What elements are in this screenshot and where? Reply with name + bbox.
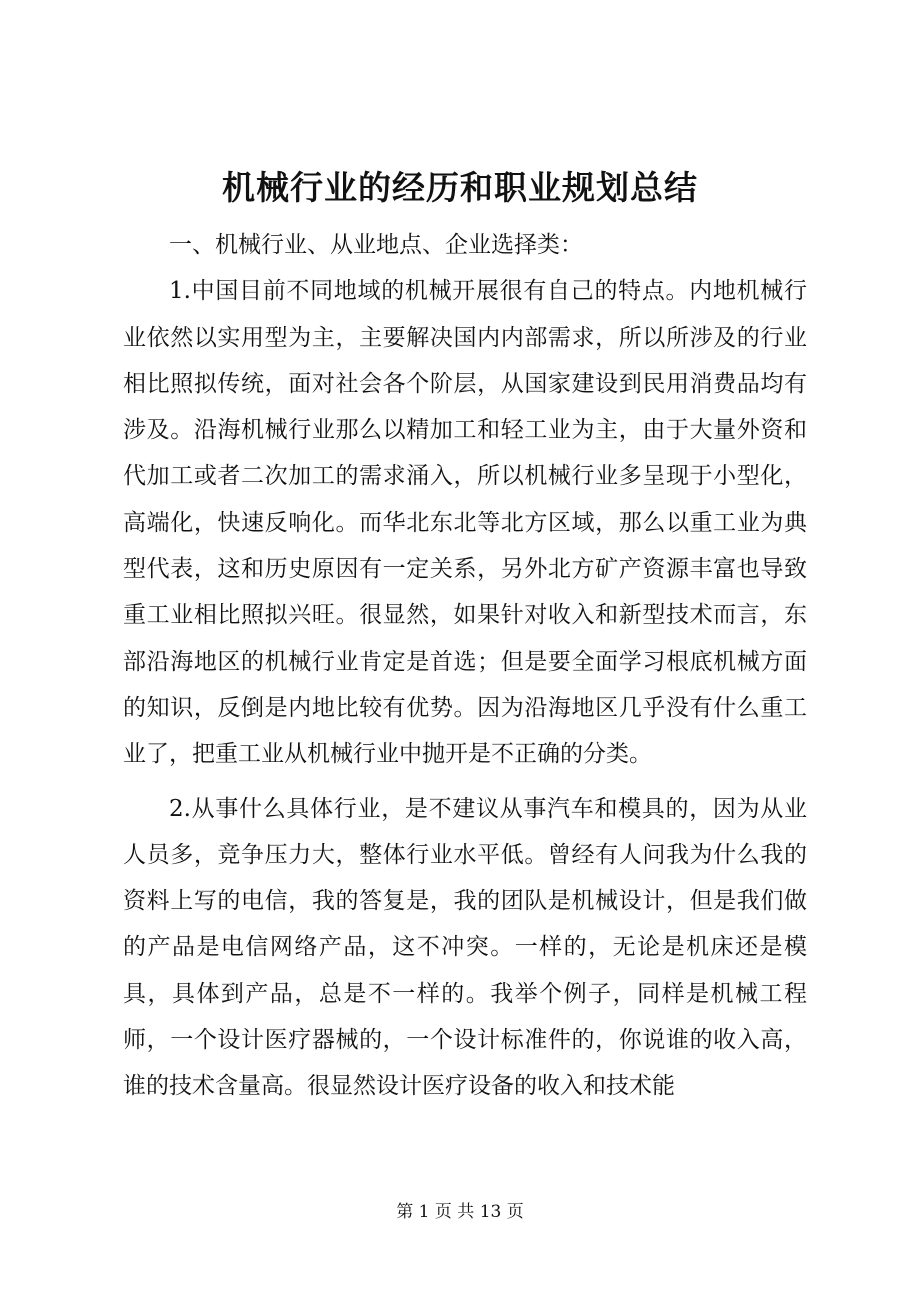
page-footer bbox=[0, 1201, 920, 1223]
page-number: 第 1 页 共 13 页 bbox=[396, 1202, 524, 1222]
document-body bbox=[123, 222, 807, 1110]
paragraph-2: 2.从事什么具体行业，是不建议从事汽车和模具的，因为从业人员多，竞争压力大，整体行业水平低。曾经有人问我为什么我的资料上写的电信，我的答复是，我的团队是机械设计，但是我们做的产品是电信网络产品，这不冲突。一样的，无论是机床还是模具，具体到产品，总是不一样的。我举个例子，同样是机械工程师，一个设计医疗器械的，一个设计标准件的，你说谁的收入高，谁的技术含量高。很显然设计医疗设备的收入和技术能 bbox=[123, 795, 807, 1100]
section-heading: 一、机械行业、从业地点、企业选择类： bbox=[169, 232, 583, 258]
document-title: 机械行业的经历和职业规划总结 bbox=[222, 168, 698, 207]
paragraph-1: 1.中国目前不同地域的机械开展很有自己的特点。内地机械行业依然以实用型为主，主要解决国内内部需求，所以所涉及的行业相比照拟传统，面对社会各个阶层，从国家建设到民用消费品均有涉及。沿海机械行业那么以精加工和轻工业为主，由于大量外资和代加工或者二次加工的需求涌入，所以机械行业多呈现于小型化，高端化，快速反响化。而华北东北等北方区域，那么以重工业为典型代表，这和历史原因有一定关系，另外北方矿产资源丰富也导致重工业相比照拟兴旺。很显然，如果针对收入和新型技术而言，东部沿海地区的机械行业肯定是首选；但是要全面学习根底机械方面的知识，反倒是内地比较有优势。因为沿海地区几乎没有什么重工业了，把重工业从机械行业中抛开是不正确的分类。 bbox=[123, 278, 807, 768]
